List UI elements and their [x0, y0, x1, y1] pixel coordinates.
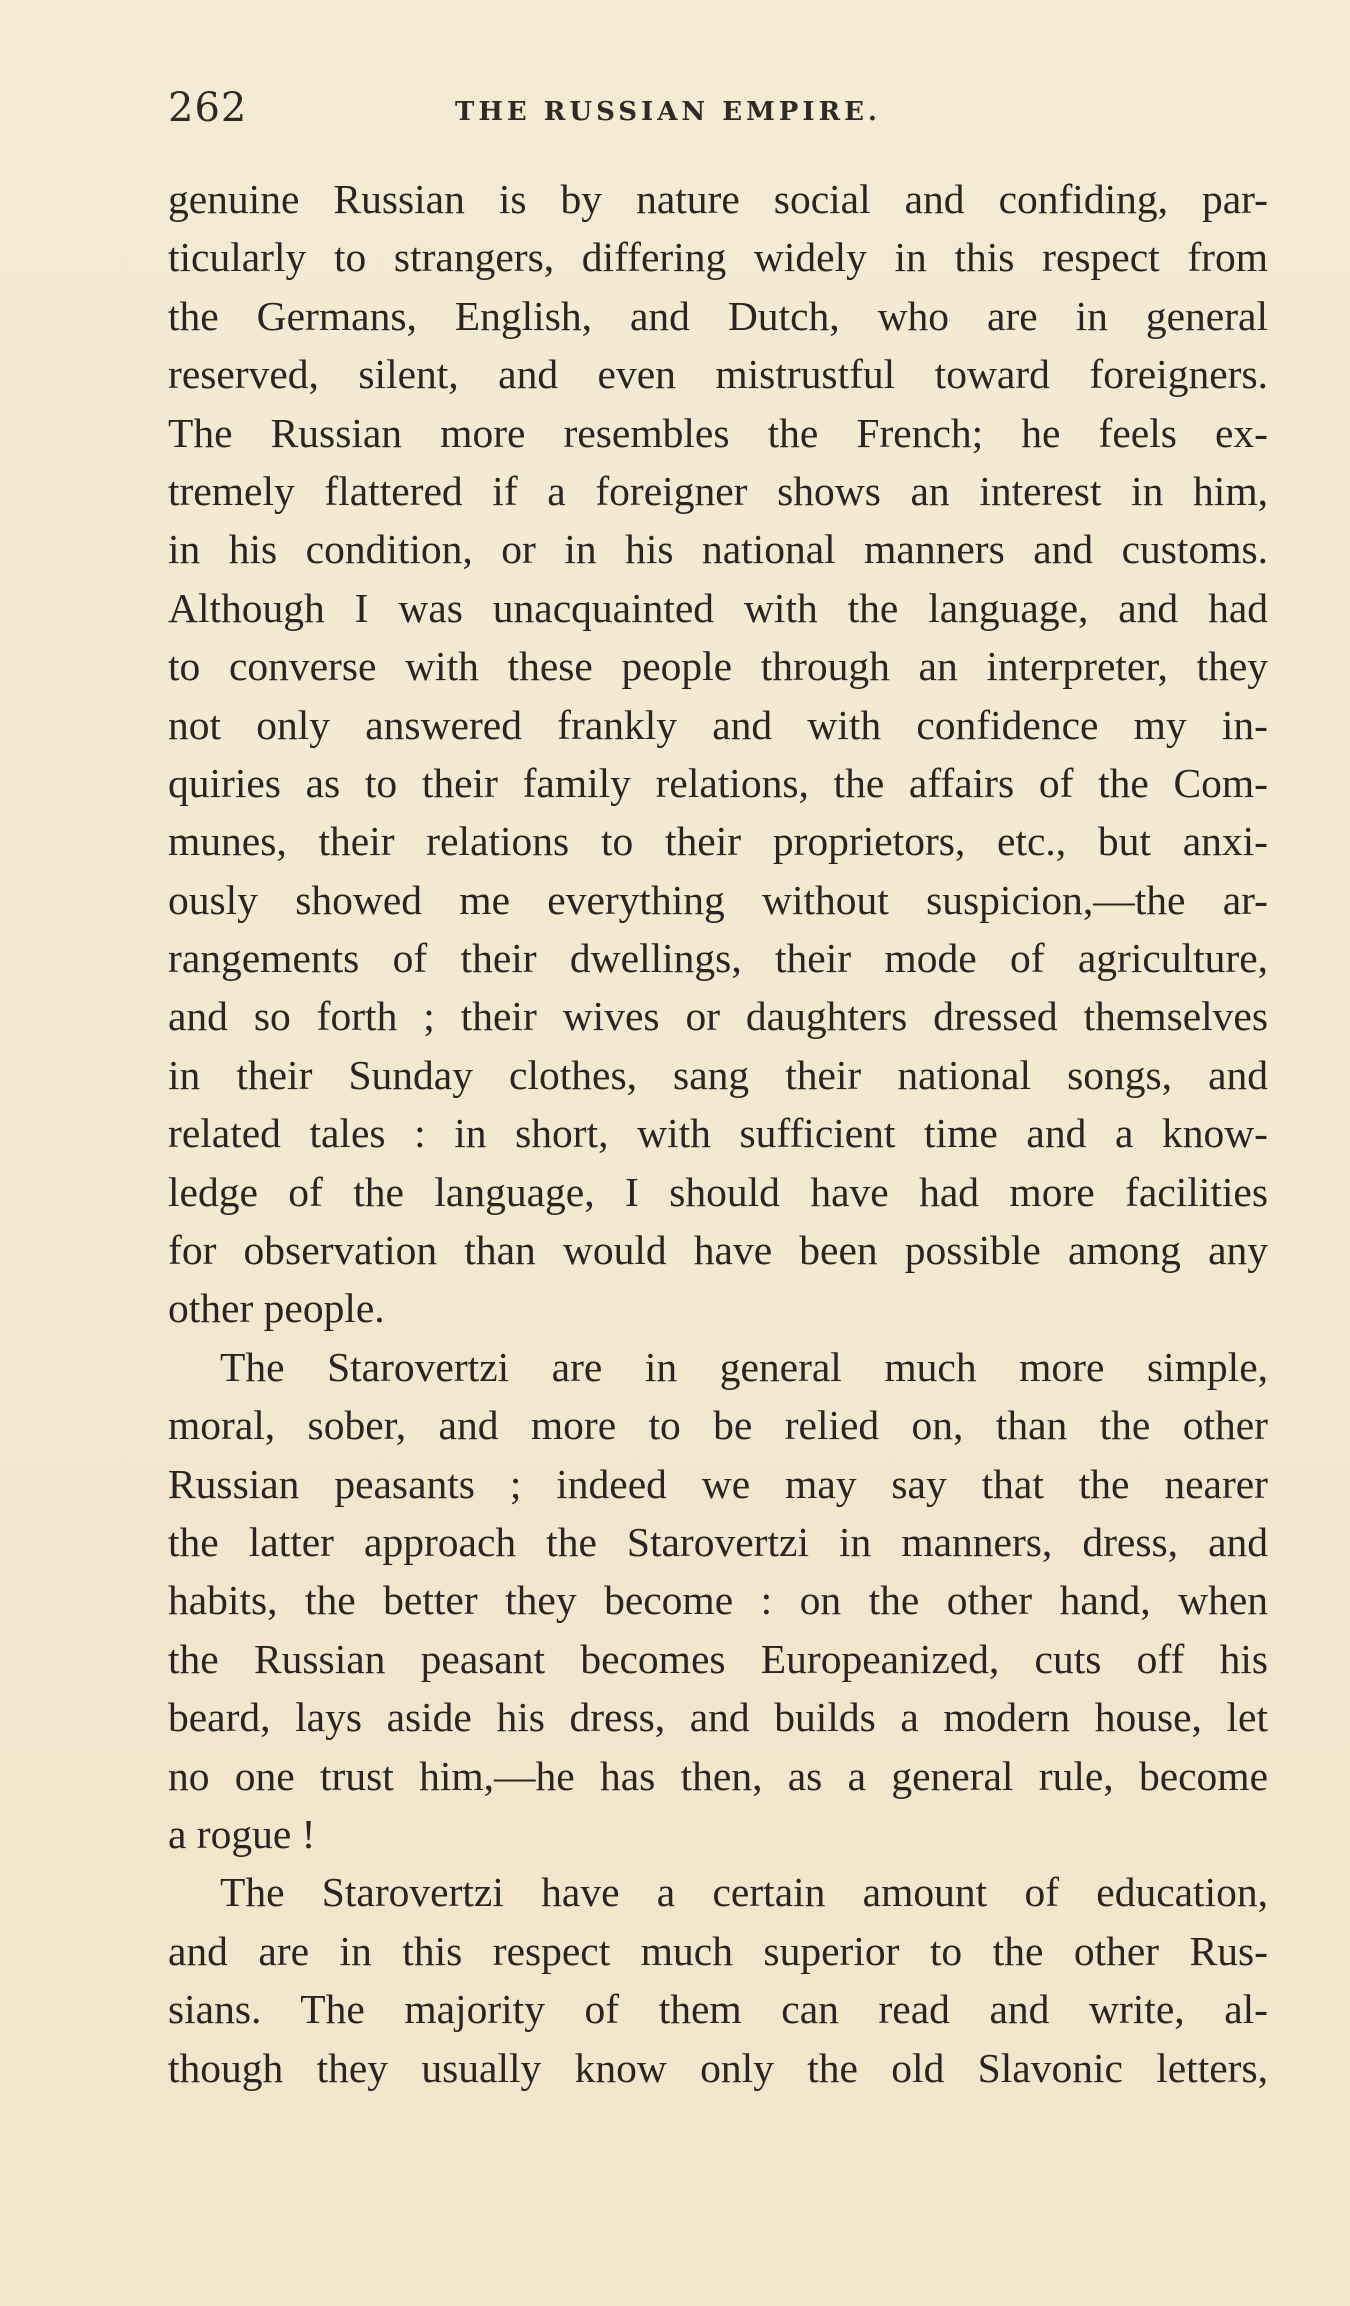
- text-line: moral, sober, and more to be relied on, than the other: [168, 1402, 1268, 1449]
- text-line: quiries as to their family relations, the affairs of the Com-: [168, 759, 1268, 806]
- text-line: not only answered frankly and with confidence my in-: [168, 701, 1268, 748]
- text-line: Russian peasants ; indeed we may say that the nearer: [168, 1460, 1268, 1507]
- paragraph-start-line: The Starovertzi have a certain amount of education,: [220, 1869, 1268, 1916]
- text-line: ticularly to strangers, differing widely in this respect from: [168, 234, 1268, 281]
- text-line: munes, their relations to their proprietors, etc., but anxi-: [168, 818, 1268, 865]
- text-line: tremely flattered if a foreigner shows an interest in him,: [168, 467, 1268, 514]
- text-line: rangements of their dwellings, their mode of agriculture,: [168, 935, 1268, 982]
- text-line: ledge of the language, I should have had more facilities: [168, 1168, 1268, 1215]
- page-number: 262: [168, 85, 248, 131]
- text-line: sians. The majority of them can read and write, al-: [168, 1986, 1268, 2033]
- text-line: related tales : in short, with sufficient time and a know-: [168, 1110, 1268, 1157]
- text-line: beard, lays aside his dress, and builds a modern house, let: [168, 1694, 1268, 1741]
- text-line: The Russian more resembles the French; he feels ex-: [168, 409, 1268, 456]
- text-line: and are in this respect much superior to the other Rus-: [168, 1927, 1268, 1974]
- paragraph-end-line: a rogue !: [168, 1810, 316, 1857]
- running-title: THE RUSSIAN EMPIRE.: [455, 97, 881, 127]
- text-line: the Germans, English, and Dutch, who are in general: [168, 292, 1268, 339]
- paragraph-start-line: The Starovertzi are in general much more simple,: [220, 1343, 1268, 1390]
- text-line: no one trust him,—he has then, as a general rule, become: [168, 1752, 1268, 1799]
- text-line: the latter approach the Starovertzi in manners, dress, and: [168, 1518, 1268, 1565]
- text-line: genuine Russian is by nature social and confiding, par-: [168, 176, 1268, 222]
- text-line: Although I was unacquainted with the language, and had: [168, 584, 1268, 631]
- paragraph-end-line: other people.: [168, 1285, 385, 1332]
- text-line: and so forth ; their wives or daughters dressed themselves: [168, 993, 1268, 1040]
- text-line: habits, the better they become : on the other hand, when: [168, 1577, 1268, 1624]
- text-line: to converse with these people through an interpreter, they: [168, 643, 1268, 690]
- text-line: the Russian peasant becomes Europeanized, cuts off his: [168, 1635, 1268, 1682]
- text-line: in their Sunday clothes, sang their national songs, and: [168, 1051, 1268, 1098]
- text-line: reserved, silent, and even mistrustful toward foreigners.: [168, 351, 1268, 398]
- text-line: though they usually know only the old Slavonic letters,: [168, 2044, 1268, 2091]
- text-line: for observation than would have been possible among any: [168, 1227, 1268, 1274]
- text-line: in his condition, or in his national manners and customs.: [168, 526, 1268, 573]
- body-text: [168, 170, 1268, 2097]
- text-line: ously showed me everything without suspicion,—the ar-: [168, 876, 1268, 923]
- page-header: [168, 78, 1268, 138]
